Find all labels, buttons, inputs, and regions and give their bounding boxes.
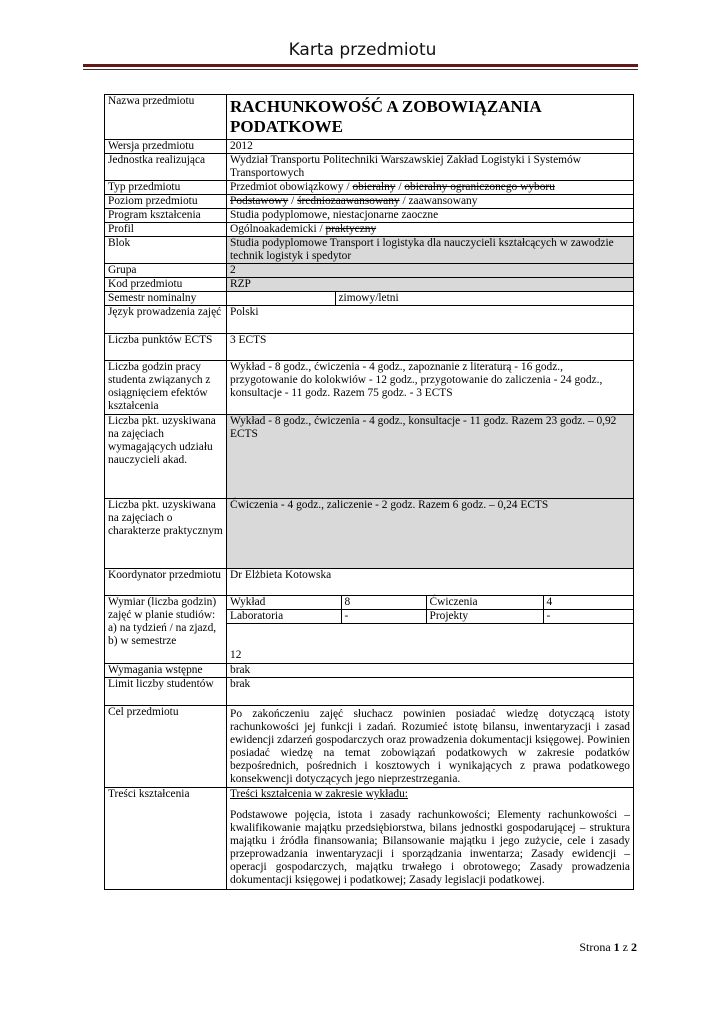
value-punkty: 3 ECTS	[227, 334, 634, 361]
label-pkt-praktyczny: Liczba pkt. uzyskiwana na zajęciach o charakterze praktycznym	[105, 499, 227, 569]
label-poziom: Poziom przedmiotu	[105, 195, 227, 209]
label-wymiar: Wymiar (liczba godzin) zajęć w planie studiów: a) na tydzień / na zjazd, b) w semestrze	[105, 596, 227, 664]
typ-obieralny: obieralny	[352, 181, 396, 193]
value-typ	[227, 181, 634, 195]
profil-ogolnoakademicki: Ogólnoakademicki	[230, 223, 317, 235]
wymiar-grid	[227, 596, 633, 663]
label-blok: Blok	[105, 237, 227, 264]
row-grupa	[105, 264, 634, 278]
label-program: Program kształcenia	[105, 209, 227, 223]
row-godziny	[105, 361, 634, 415]
value-blok: Studia podyplomowe Transport i logistyka dla nauczycieli kształcących w zawodzie technik logistyk i spedytor	[227, 237, 634, 264]
cwiczenia-value: 4	[543, 596, 633, 610]
footer-total: 2	[631, 940, 637, 954]
typ-ograniczony: obieralny ograniczonego wyboru	[404, 181, 555, 193]
row-koordynator	[105, 569, 634, 596]
label-kod: Kod przedmiotu	[105, 278, 227, 292]
row-jezyk	[105, 306, 634, 334]
row-pkt-praktyczny	[105, 499, 634, 569]
projekty-value: -	[543, 610, 633, 624]
value-semestr	[227, 292, 634, 306]
label-typ: Typ przedmiotu	[105, 181, 227, 195]
label-tresci: Treści kształcenia	[105, 788, 227, 890]
label-limit: Limit liczby studentów	[105, 678, 227, 706]
row-poziom	[105, 195, 634, 209]
poziom-sredni: średniozaawansowany	[297, 195, 400, 207]
value-wersja: 2012	[227, 140, 634, 154]
tresci-heading: Treści kształcenia w zakresie wykładu:	[230, 788, 408, 800]
row-typ	[105, 181, 634, 195]
value-wymiar	[227, 596, 634, 664]
course-card-table	[104, 94, 634, 890]
footer-prefix: Strona	[579, 940, 614, 954]
value-tresci	[227, 788, 634, 890]
value-poziom	[227, 195, 634, 209]
semestr-split	[227, 292, 633, 305]
footer-mid: z	[619, 940, 631, 954]
projekty-label: Projekty	[426, 610, 543, 624]
row-nazwa	[105, 95, 634, 140]
value-profil	[227, 223, 634, 237]
value-program: Studia podyplomowe, niestacjonarne zaoczne	[227, 209, 634, 223]
header-rule-thin	[83, 69, 638, 70]
row-limit	[105, 678, 634, 706]
label-jednostka: Jednostka realizująca	[105, 154, 227, 181]
wyklad-value: 8	[341, 596, 426, 610]
value-godziny: Wykład - 8 godz., ćwiczenia - 4 godz., zapoznanie z literaturą - 16 godz., przygotowanie do kolokwiów - 12 godz., przygotowanie do zaliczenia - 24 godz., konsultacje - 11 godz. Razem 75 godz. - 3 ECTS	[227, 361, 634, 415]
value-kod: RZP	[227, 278, 634, 292]
value-grupa: 2	[227, 264, 634, 278]
label-nazwa: Nazwa przedmiotu	[105, 95, 227, 140]
row-punkty	[105, 334, 634, 361]
profil-praktyczny: praktyczny	[325, 223, 377, 235]
profil-sep: /	[316, 223, 326, 235]
row-semestr	[105, 292, 634, 306]
row-blok	[105, 237, 634, 264]
value-nazwa	[227, 95, 634, 140]
laboratoria-value: -	[341, 610, 426, 624]
label-jezyk: Język prowadzenia zajęć	[105, 306, 227, 334]
label-semestr: Semestr nominalny	[105, 292, 227, 306]
label-cel: Cel przedmiotu	[105, 706, 227, 788]
wyklad-label: Wykład	[227, 596, 341, 610]
row-cel	[105, 706, 634, 788]
label-godziny: Liczba godzin pracy studenta związanych z osiągnięciem efektów kształcenia	[105, 361, 227, 415]
value-pkt-praktyczny: Ćwiczenia - 4 godz., zaliczenie - 2 godz. Razem 6 godz. – 0,24 ECTS	[227, 499, 634, 569]
typ-sep-2: /	[395, 181, 405, 193]
footer-page: 1	[613, 940, 620, 954]
row-program	[105, 209, 634, 223]
cwiczenia-label: Ćwiczenia	[426, 596, 543, 610]
semestr-zimowy-letni: zimowy/letni	[338, 292, 399, 304]
poziom-sep-2: /	[399, 195, 409, 207]
row-wymagania	[105, 664, 634, 678]
label-pkt-nauczyciel: Liczba pkt. uzyskiwana na zajęciach wymagających udziału nauczycieli akad.	[105, 415, 227, 499]
value-cel: Po zakończeniu zajęć słuchacz powinien posiadać wiedzę dotyczącą istoty rachunkowości jej funkcji i zadań. Rozumieć istotę bilansu, inwentaryzacji i zasad ewidencji zdarzeń gospodarczych oraz prowadzenia dokumentacji księgowej. Powinien posiadać wiedzę na temat zobowiązań podatkowych w zakresie podatków bezpośrednich, pośrednich i kosztowych i wynikających z prawa podatkowego konsekwencji dotyczących jego nieprzestrzegania.	[227, 706, 634, 788]
label-grupa: Grupa	[105, 264, 227, 278]
typ-sep-1: /	[343, 181, 353, 193]
row-profil	[105, 223, 634, 237]
page-header-title: Karta przedmiotu	[288, 40, 437, 60]
semestr-total: 12	[230, 649, 242, 661]
tresci-body: Podstawowe pojęcia, istota i zasady rachunkowości; Elementy rachunkowości – kwalifikowanie majątku przedsiębiorstwa, bilans jednostki gospodarującej – struktura majątku i źródła finansowania; Bilansowanie majątku i jego zużycie, cele i zasady przeprowadzania inwentaryzacji i sporządzania inwentarza; Zasady ewidencji – operacji gospodarczych, majątku trwałego i obrotowego; Zasady prowadzenia dokumentacji księgowej i podatkowej; Zasady legislacji podatkowej.	[230, 809, 630, 886]
label-profil: Profil	[105, 223, 227, 237]
row-tresci	[105, 788, 634, 890]
laboratoria-label: Laboratoria	[227, 610, 341, 624]
label-punkty: Liczba punktów ECTS	[105, 334, 227, 361]
label-wersja: Wersja przedmiotu	[105, 140, 227, 154]
header-rule-thick	[83, 64, 638, 67]
value-jednostka: Wydział Transportu Politechniki Warszawskiej Zakład Logistyki i Systemów Transportowych	[227, 154, 634, 181]
page-footer	[579, 940, 637, 955]
poziom-sep-1: /	[288, 195, 298, 207]
label-koordynator: Koordynator przedmiotu	[105, 569, 227, 596]
value-pkt-nauczyciel: Wykład - 8 godz., ćwiczenia - 4 godz., konsultacje - 11 godz. Razem 23 godz. – 0,92 ECTS	[227, 415, 634, 499]
label-wymagania: Wymagania wstępne	[105, 664, 227, 678]
value-limit: brak	[227, 678, 634, 706]
course-title: RACHUNKOWOŚĆ A ZOBOWIĄZANIA PODATKOWE	[230, 97, 541, 136]
row-wersja	[105, 140, 634, 154]
poziom-podstawowy: Podstawowy	[230, 195, 289, 207]
poziom-zaawansowany: zaawansowany	[408, 195, 478, 207]
value-jezyk: Polski	[227, 306, 634, 334]
value-koordynator: Dr Elżbieta Kotowska	[227, 569, 634, 596]
row-jednostka	[105, 154, 634, 181]
row-wymiar	[105, 596, 634, 664]
value-wymagania: brak	[227, 664, 634, 678]
typ-obowiazkowy: Przedmiot obowiązkowy	[230, 181, 344, 193]
semestr-blank	[227, 292, 335, 305]
row-kod	[105, 278, 634, 292]
row-pkt-nauczyciel	[105, 415, 634, 499]
